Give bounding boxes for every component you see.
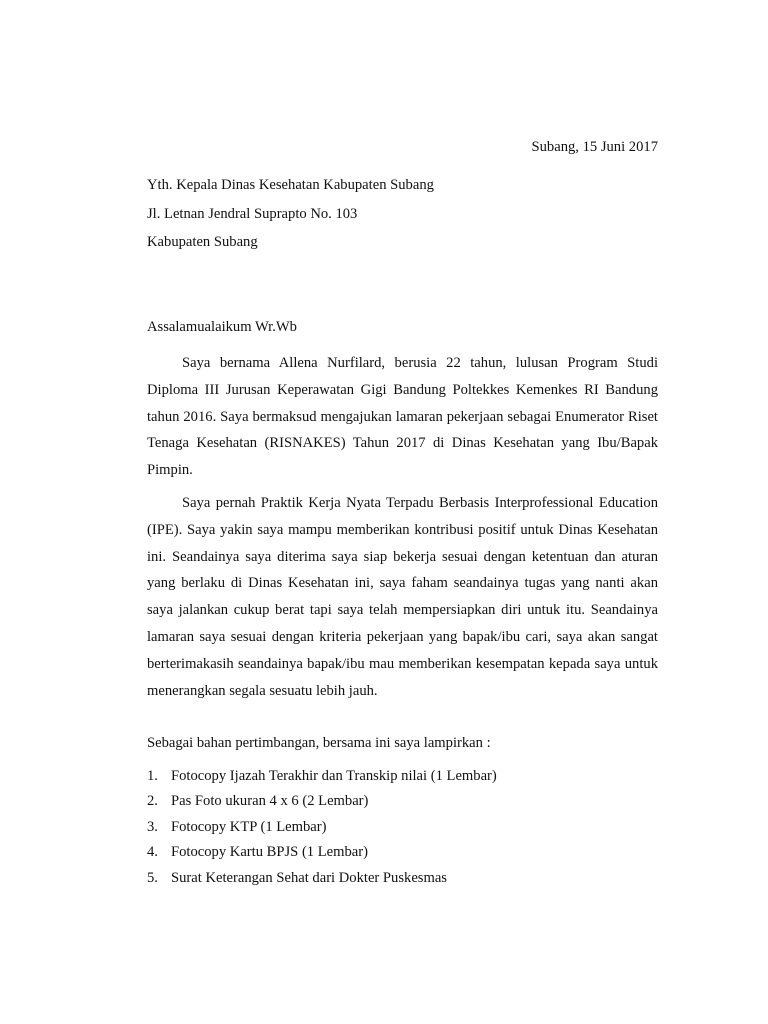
list-item-text: Surat Keterangan Sehat dari Dokter Puskesmas — [171, 869, 447, 886]
list-item-number: 2. — [147, 793, 158, 810]
list-item — [147, 843, 667, 868]
list-item-number: 1. — [147, 768, 158, 784]
list-item-text: Fotocopy KTP (1 Lembar) — [171, 818, 327, 835]
recipient-line: Jl. Letnan Jendral Suprapto No. 103 — [147, 205, 358, 222]
body-paragraph: Saya pernah Praktik Kerja Nyata Terpadu Berbasis Interprofessional Education (IPE). Saya yakin saya mampu memberikan kontribusi positif untuk Dinas Kesehatan ini. Seandainya saya diterima saya siap bekerja sesuai dengan ketentuan dan aturan yang berlaku di Dinas Kesehatan ini, saya faham seandainya tugas yang nanti akan saya jalankan cukup berat tapi saya telah mempersiapkan diri untuk itu. Seandainya lamaran saya sesuai dengan kriteria pekerjaan yang bapak/ibu cari, saya akan sangat berterimakasih seandainya bapak/ibu mau memberikan kesempatan kepada saya untuk menerangkan segala sesuatu lebih jauh. — [147, 495, 658, 699]
list-item — [147, 869, 667, 894]
list-item-number: 5. — [147, 869, 158, 886]
recipient-line: Yth. Kepala Dinas Kesehatan Kabupaten Subang — [147, 177, 434, 193]
recipient-line: Kabupaten Subang — [147, 234, 258, 250]
list-item-text: Fotocopy Ijazah Terakhir dan Transkip nilai (1 Lembar) — [171, 768, 497, 784]
list-item — [147, 818, 667, 843]
attachment-intro: Sebagai bahan pertimbangan, bersama ini saya lampirkan : — [147, 735, 491, 751]
list-item-text: Pas Foto ukuran 4 x 6 (2 Lembar) — [171, 793, 369, 810]
place-date: Subang, 15 Juni 2017 — [531, 139, 658, 155]
recipient-block — [147, 176, 667, 262]
list-item-number: 3. — [147, 818, 158, 835]
body-paragraph: Saya bernama Allena Nurfilard, berusia 22 tahun, lulusan Program Studi Diploma III Jurusan Keperawatan Gigi Bandung Poltekkes Kemenkes RI Bandung tahun 2016. Saya bermaksud mengajukan lamaran pekerjaan sebagai Enumerator Riset Tenaga Kesehatan (RISNAKES) Tahun 2017 di Dinas Kesehatan yang Ibu/Bapak Pimpin. — [147, 355, 658, 479]
list-item-text: Fotocopy Kartu BPJS (1 Lembar) — [171, 844, 368, 861]
attachment-list — [147, 767, 667, 894]
list-item-number: 4. — [147, 844, 158, 861]
greeting: Assalamualaikum Wr.Wb — [147, 319, 297, 335]
list-item — [147, 767, 667, 792]
list-item — [147, 792, 667, 817]
